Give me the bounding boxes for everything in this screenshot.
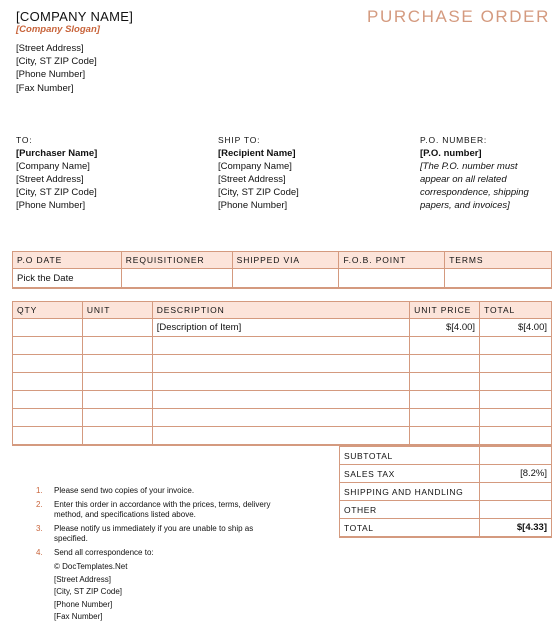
total-value[interactable]: $[4.33] [480, 519, 552, 538]
line-total-cell[interactable] [480, 409, 552, 427]
description-cell[interactable] [152, 409, 409, 427]
qty-header: QTY [13, 302, 83, 319]
note-item [36, 500, 276, 521]
po-note-line: appear on all related [420, 174, 507, 185]
po-number-value[interactable]: [P.O. number] [420, 148, 482, 159]
fob-point-header: F.O.B. POINT [339, 252, 445, 269]
total-row [340, 519, 552, 538]
contact-fax: [Fax Number] [54, 612, 103, 622]
subtotal-value[interactable] [480, 447, 552, 465]
note-text: Send all correspondence to: [54, 547, 154, 557]
to-city[interactable]: [City, ST ZIP Code] [16, 187, 97, 198]
unit-cell[interactable] [82, 427, 152, 446]
subtotal-label: SUBTOTAL [340, 447, 480, 465]
note-text: Please send two copies of your invoice. [54, 486, 195, 495]
order-info-row [13, 269, 552, 289]
requisitioner-cell[interactable] [121, 269, 232, 289]
to-company[interactable]: [Company Name] [16, 161, 90, 172]
ship-street[interactable]: [Street Address] [218, 174, 286, 185]
unit-price-cell[interactable]: $[4.00] [410, 319, 480, 337]
table-row [13, 391, 552, 409]
unit-cell[interactable] [82, 373, 152, 391]
po-note-line: correspondence, shipping [420, 187, 529, 198]
shipped-via-header: SHIPPED VIA [232, 252, 339, 269]
table-row [13, 409, 552, 427]
note-item [36, 486, 276, 497]
po-date-header: P.O DATE [13, 252, 122, 269]
table-row [13, 355, 552, 373]
company-fax: [Fax Number] [16, 82, 74, 94]
other-value[interactable] [480, 501, 552, 519]
company-city: [City, ST ZIP Code] [16, 56, 97, 68]
note-number: 2. [36, 499, 43, 509]
note-text: Enter this order in accordance with the prices, terms, delivery method, and specifications listed above. [54, 499, 271, 519]
qty-cell[interactable] [13, 373, 83, 391]
description-cell[interactable] [152, 427, 409, 446]
unit-price-cell[interactable] [410, 409, 480, 427]
qty-cell[interactable] [13, 391, 83, 409]
table-row [13, 319, 552, 337]
unit-cell[interactable] [82, 409, 152, 427]
contact-website: © DocTemplates.Net [54, 562, 128, 571]
note-text: Please notify us immediately if you are unable to ship as specified. [54, 523, 254, 543]
company-phone: [Phone Number] [16, 69, 86, 81]
ship-phone[interactable]: [Phone Number] [218, 200, 288, 210]
description-cell[interactable] [152, 373, 409, 391]
company-name: [COMPANY NAME] [16, 9, 134, 24]
po-date-cell[interactable]: Pick the Date [13, 269, 122, 289]
description-cell[interactable]: [Description of Item] [152, 319, 409, 337]
po-note-line: papers, and invoices] [420, 200, 510, 210]
order-info-header [13, 252, 552, 269]
ship-to-heading: SHIP TO: [218, 135, 261, 145]
contact-street: [Street Address] [54, 574, 111, 584]
unit-cell[interactable] [82, 319, 152, 337]
table-row [13, 337, 552, 355]
note-item [36, 548, 276, 559]
to-heading: TO: [16, 135, 33, 145]
contact-city: [City, ST ZIP Code] [54, 587, 123, 597]
unit-price-cell[interactable] [410, 427, 480, 446]
po-number-heading: P.O. NUMBER: [420, 135, 488, 145]
sales-tax-value[interactable]: [8.2%] [480, 465, 552, 483]
unit-price-cell[interactable] [410, 337, 480, 355]
qty-cell[interactable] [13, 337, 83, 355]
other-label: OTHER [340, 501, 480, 519]
purchaser-name[interactable]: [Purchaser Name] [16, 148, 98, 159]
total-label: TOTAL [340, 519, 480, 538]
line-total-cell[interactable] [480, 355, 552, 373]
unit-cell[interactable] [82, 355, 152, 373]
fob-point-cell[interactable] [339, 269, 445, 289]
subtotal-row [340, 447, 552, 465]
to-phone[interactable]: [Phone Number] [16, 200, 86, 210]
unit-cell[interactable] [82, 391, 152, 409]
line-total-cell[interactable] [480, 337, 552, 355]
table-row [13, 427, 552, 446]
note-number: 4. [36, 547, 43, 557]
company-slogan: [Company Slogan] [16, 24, 100, 35]
totals-table [339, 446, 552, 538]
to-street[interactable]: [Street Address] [16, 174, 84, 185]
table-row [13, 373, 552, 391]
company-address [16, 42, 97, 95]
sales-tax-row [340, 465, 552, 483]
terms-cell[interactable] [445, 269, 552, 289]
company-street: [Street Address] [16, 43, 84, 54]
items-header [13, 302, 552, 319]
qty-cell[interactable] [13, 319, 83, 337]
note-number: 3. [36, 523, 43, 533]
po-number-block [420, 134, 550, 210]
document-title: PURCHASE ORDER [367, 7, 550, 26]
ship-to-block [218, 134, 348, 210]
line-total-cell[interactable]: $[4.00] [480, 319, 552, 337]
shipping-row [340, 483, 552, 501]
shipped-via-cell[interactable] [232, 269, 339, 289]
unit-cell[interactable] [82, 337, 152, 355]
sales-tax-label: SALES TAX [340, 465, 480, 483]
shipping-value[interactable] [480, 483, 552, 501]
line-total-cell[interactable] [480, 427, 552, 446]
unit-price-cell[interactable] [410, 391, 480, 409]
other-row [340, 501, 552, 519]
terms-header: TERMS [445, 252, 552, 269]
po-note-line: [The P.O. number must [420, 161, 518, 172]
note-number: 1. [36, 486, 43, 495]
unit-header: UNIT [82, 302, 152, 319]
unit-price-cell[interactable] [410, 355, 480, 373]
description-cell[interactable] [152, 391, 409, 409]
notes-list [36, 486, 276, 624]
order-info-table [12, 251, 552, 289]
unit-price-header: UNIT PRICE [410, 302, 480, 319]
note-item [36, 524, 276, 545]
requisitioner-header: REQUISITIONER [121, 252, 232, 269]
qty-cell[interactable] [13, 427, 83, 446]
shipping-label: SHIPPING AND HANDLING [340, 483, 480, 501]
items-table [12, 301, 552, 446]
ship-city[interactable]: [City, ST ZIP Code] [218, 187, 299, 198]
to-block [16, 134, 146, 210]
recipient-name[interactable]: [Recipient Name] [218, 148, 296, 159]
qty-cell[interactable] [13, 409, 83, 427]
description-cell[interactable] [152, 355, 409, 373]
total-header: TOTAL [480, 302, 552, 319]
qty-cell[interactable] [13, 355, 83, 373]
contact-phone: [Phone Number] [54, 599, 113, 609]
ship-company[interactable]: [Company Name] [218, 161, 292, 172]
description-cell[interactable] [152, 337, 409, 355]
description-header: DESCRIPTION [152, 302, 409, 319]
unit-price-cell[interactable] [410, 373, 480, 391]
line-total-cell[interactable] [480, 373, 552, 391]
line-total-cell[interactable] [480, 391, 552, 409]
